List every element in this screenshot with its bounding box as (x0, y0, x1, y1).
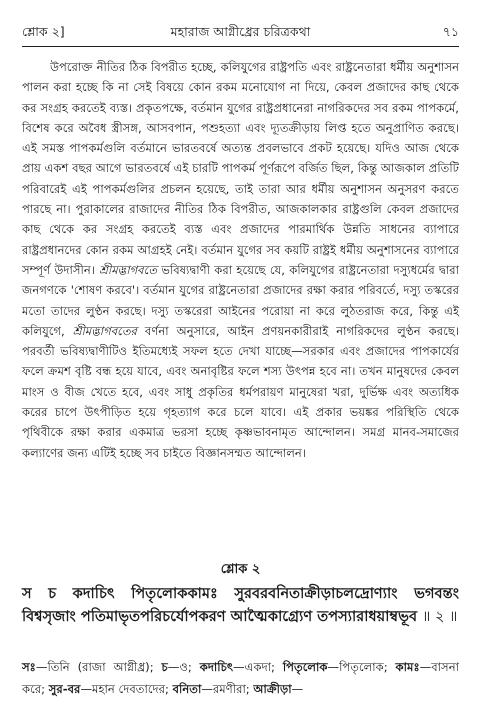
verse-title: শ্লোক ২ (220, 562, 261, 577)
synonyms-section: সঃ—তিনি (রাজা আগ্নীধ্র); চ—ও; কদাচিৎ—একদা; পিতৃলোক—পিতৃলোক; কামঃ—বাসনা করে; সুর-বর—মহান দেবতাদের; বনিতা—রমণীরা; আক্রীড়া— (22, 660, 459, 696)
purport-italic-2: শ্রীমদ্ভাগবতের (72, 323, 137, 338)
purport-paragraph (22, 57, 459, 463)
purport-italic-1: শ্রীমদ্ভাগবতে (99, 262, 157, 277)
synonym-meaning: রমণীরা; (212, 682, 250, 696)
synonym-word: পিতৃলোক (282, 660, 328, 674)
verse-body: স চ কদাচিৎ পিতৃলোককামঃ সুরবরবনিতাক্রীড়াচলদ্রোণ্যাং ভগবন্তং বিশ্বসৃজাং পতিমাভৃতপরিচর্যোপকরণ আত্মৈকাগ্র্যেণ তপস্যারাধয়াম্বভূব (22, 585, 459, 625)
synonym-word: আক্রীড়া (253, 682, 292, 696)
synonym-meaning: তিনি (রাজা আগ্নীধ্র); (47, 660, 154, 674)
synonym-word: কামঃ (395, 660, 420, 674)
verse-number-mark: ॥ ২ ॥ (422, 608, 458, 625)
synonym-word: চ (161, 660, 168, 674)
verse-text (22, 582, 459, 628)
synonym-meaning: মহান দেবতাদের; (92, 682, 169, 696)
header-divider (22, 46, 459, 47)
synonym-meaning: ও; (179, 660, 192, 674)
header-verse-ref: শ্লোক ২] (22, 24, 65, 39)
synonym-meaning: একদা; (244, 660, 275, 674)
synonym-meaning: পিতৃলোক; (339, 660, 388, 674)
synonym-meaning: বাসনা করে; (22, 660, 459, 696)
purport-part-2: ভবিষ্যদ্বাণী করা হয়েছে যে, কলিযুগের রাষ্ট্রনেতারা দস্যুধর্মের দ্বারা জনগণকে 'শোষণ করবে'। বর্তমান যুগের রাষ্ট্রনেতারা প্রজাদের রক্ষা করার পরিবর্তে, দস্যু তস্করের মতো তাদের লুণ্ঠন করছে। দস্যু তস্করেরা আইনের পরোয়া না করে লুঠতরাজ করে, কিন্তু এই কলিযুগে, (22, 262, 459, 338)
header-chapter-title: মহারাজ আগ্নীধ্রের চরিত্রকথা (170, 24, 311, 39)
purport-part-3: বর্ণনা অনুসারে, আইন প্রণয়নকারীরাই নাগরিকদের লুণ্ঠন করছে। পরবর্তী ভবিষ্যদ্বাণীটিও ইতিমধ্যেই সফল হতে দেখা যাচ্ছে—সরকার এবং প্রজাদের পাপকার্যের ফলে ক্রমশ বৃষ্টি বন্ধ হয়ে যাবে, এবং অনাবৃষ্টির ফলে শস্য উৎপন্ন হবে না। তখন মানুষদের কেবল মাংস ও বীজ খেতে হবে, এবং সাধু প্রকৃতির ধর্মপরায়ণ মানুষেরা খরা, দুর্ভিক্ষ এবং অত্যধিক করের চাপে উৎপীড়িত হয়ে গৃহত্যাগ করে চলে যাবে। এই প্রকার ভয়ঙ্কর পরিস্থিতি থেকে পৃথিবীকে রক্ষা করার একমাত্র ভরসা হচ্ছে কৃষ্ণভাবনামৃত আন্দোলন। সমগ্র মানব-সমাজের কল্যাণের জন্য এটিই হচ্ছে সব চাইতে বিজ্ঞানসম্মত আন্দোলন। (22, 323, 459, 460)
page-number: ৭১ (442, 24, 459, 39)
synonym-word: বনিতা (172, 682, 202, 696)
purport-part-1: উপরোক্ত নীতির ঠিক বিপরীত হচ্ছে, কলিযুগের রাষ্ট্রপতি এবং রাষ্ট্রনেতারা ধর্মীয় অনুশাসন পালন করা হচ্ছে কি না সেই বিষয়ে কোন রকম মনোযোগ না দিয়ে, কেবল প্রজাদের কাছ থেকে কর সংগ্রহ করতেই ব্যস্ত। প্রকৃতপক্ষে, বর্তমান যুগের রাষ্ট্রপ্রধানেরা নাগরিকদের সব রকম পাপকর্মে, বিশেষ করে অবৈধ স্ত্রীসঙ্গ, আসবপান, পশুহত্যা এবং দ্যূতক্রীড়ায় লিপ্ত হতে অনুপ্রাণিত করছে। এই সমস্ত পাপকর্মগুলি বর্তমানে ভারতবর্ষে অত্যন্ত প্রবলভাবে প্রকট হয়েছে। যদিও আজ থেকে প্রায় একশ বছর আগে ভারতবর্ষে এই চারটি পাপকর্ম পূর্ণরূপে বর্জিত ছিল, কিন্তু আজকাল প্রতিটি পরিবারেই এই পাপকর্মগুলির প্রচলন হয়েছে, তাই তারা আর ধর্মীয় অনুশাসন অনুসরণ করতে পারছে না। পুরাকালের রাজাদের নীতির ঠিক বিপরীত, আজকালকার রাষ্ট্রগুলি কেবল প্রজাদের কাছ থেকে কর সংগ্রহ করতেই ব্যস্ত এবং প্রজাদের পারমার্থিক উন্নতি সাধনের ব্যাপারে রাষ্ট্রপ্রধানদের কোন রকম আগ্রহই নেই। বর্তমান যুগের সব কয়টি রাষ্ট্রই ধর্মীয় অনুশাসনের ব্যাপারে সম্পূর্ণ উদাসীন। (22, 60, 459, 277)
purport-text (22, 57, 459, 463)
synonym-word: সুর-বর (48, 682, 81, 696)
synonym-word: সঃ (22, 660, 36, 674)
synonym-word: কদাচিৎ (199, 660, 234, 674)
running-header (22, 24, 459, 46)
